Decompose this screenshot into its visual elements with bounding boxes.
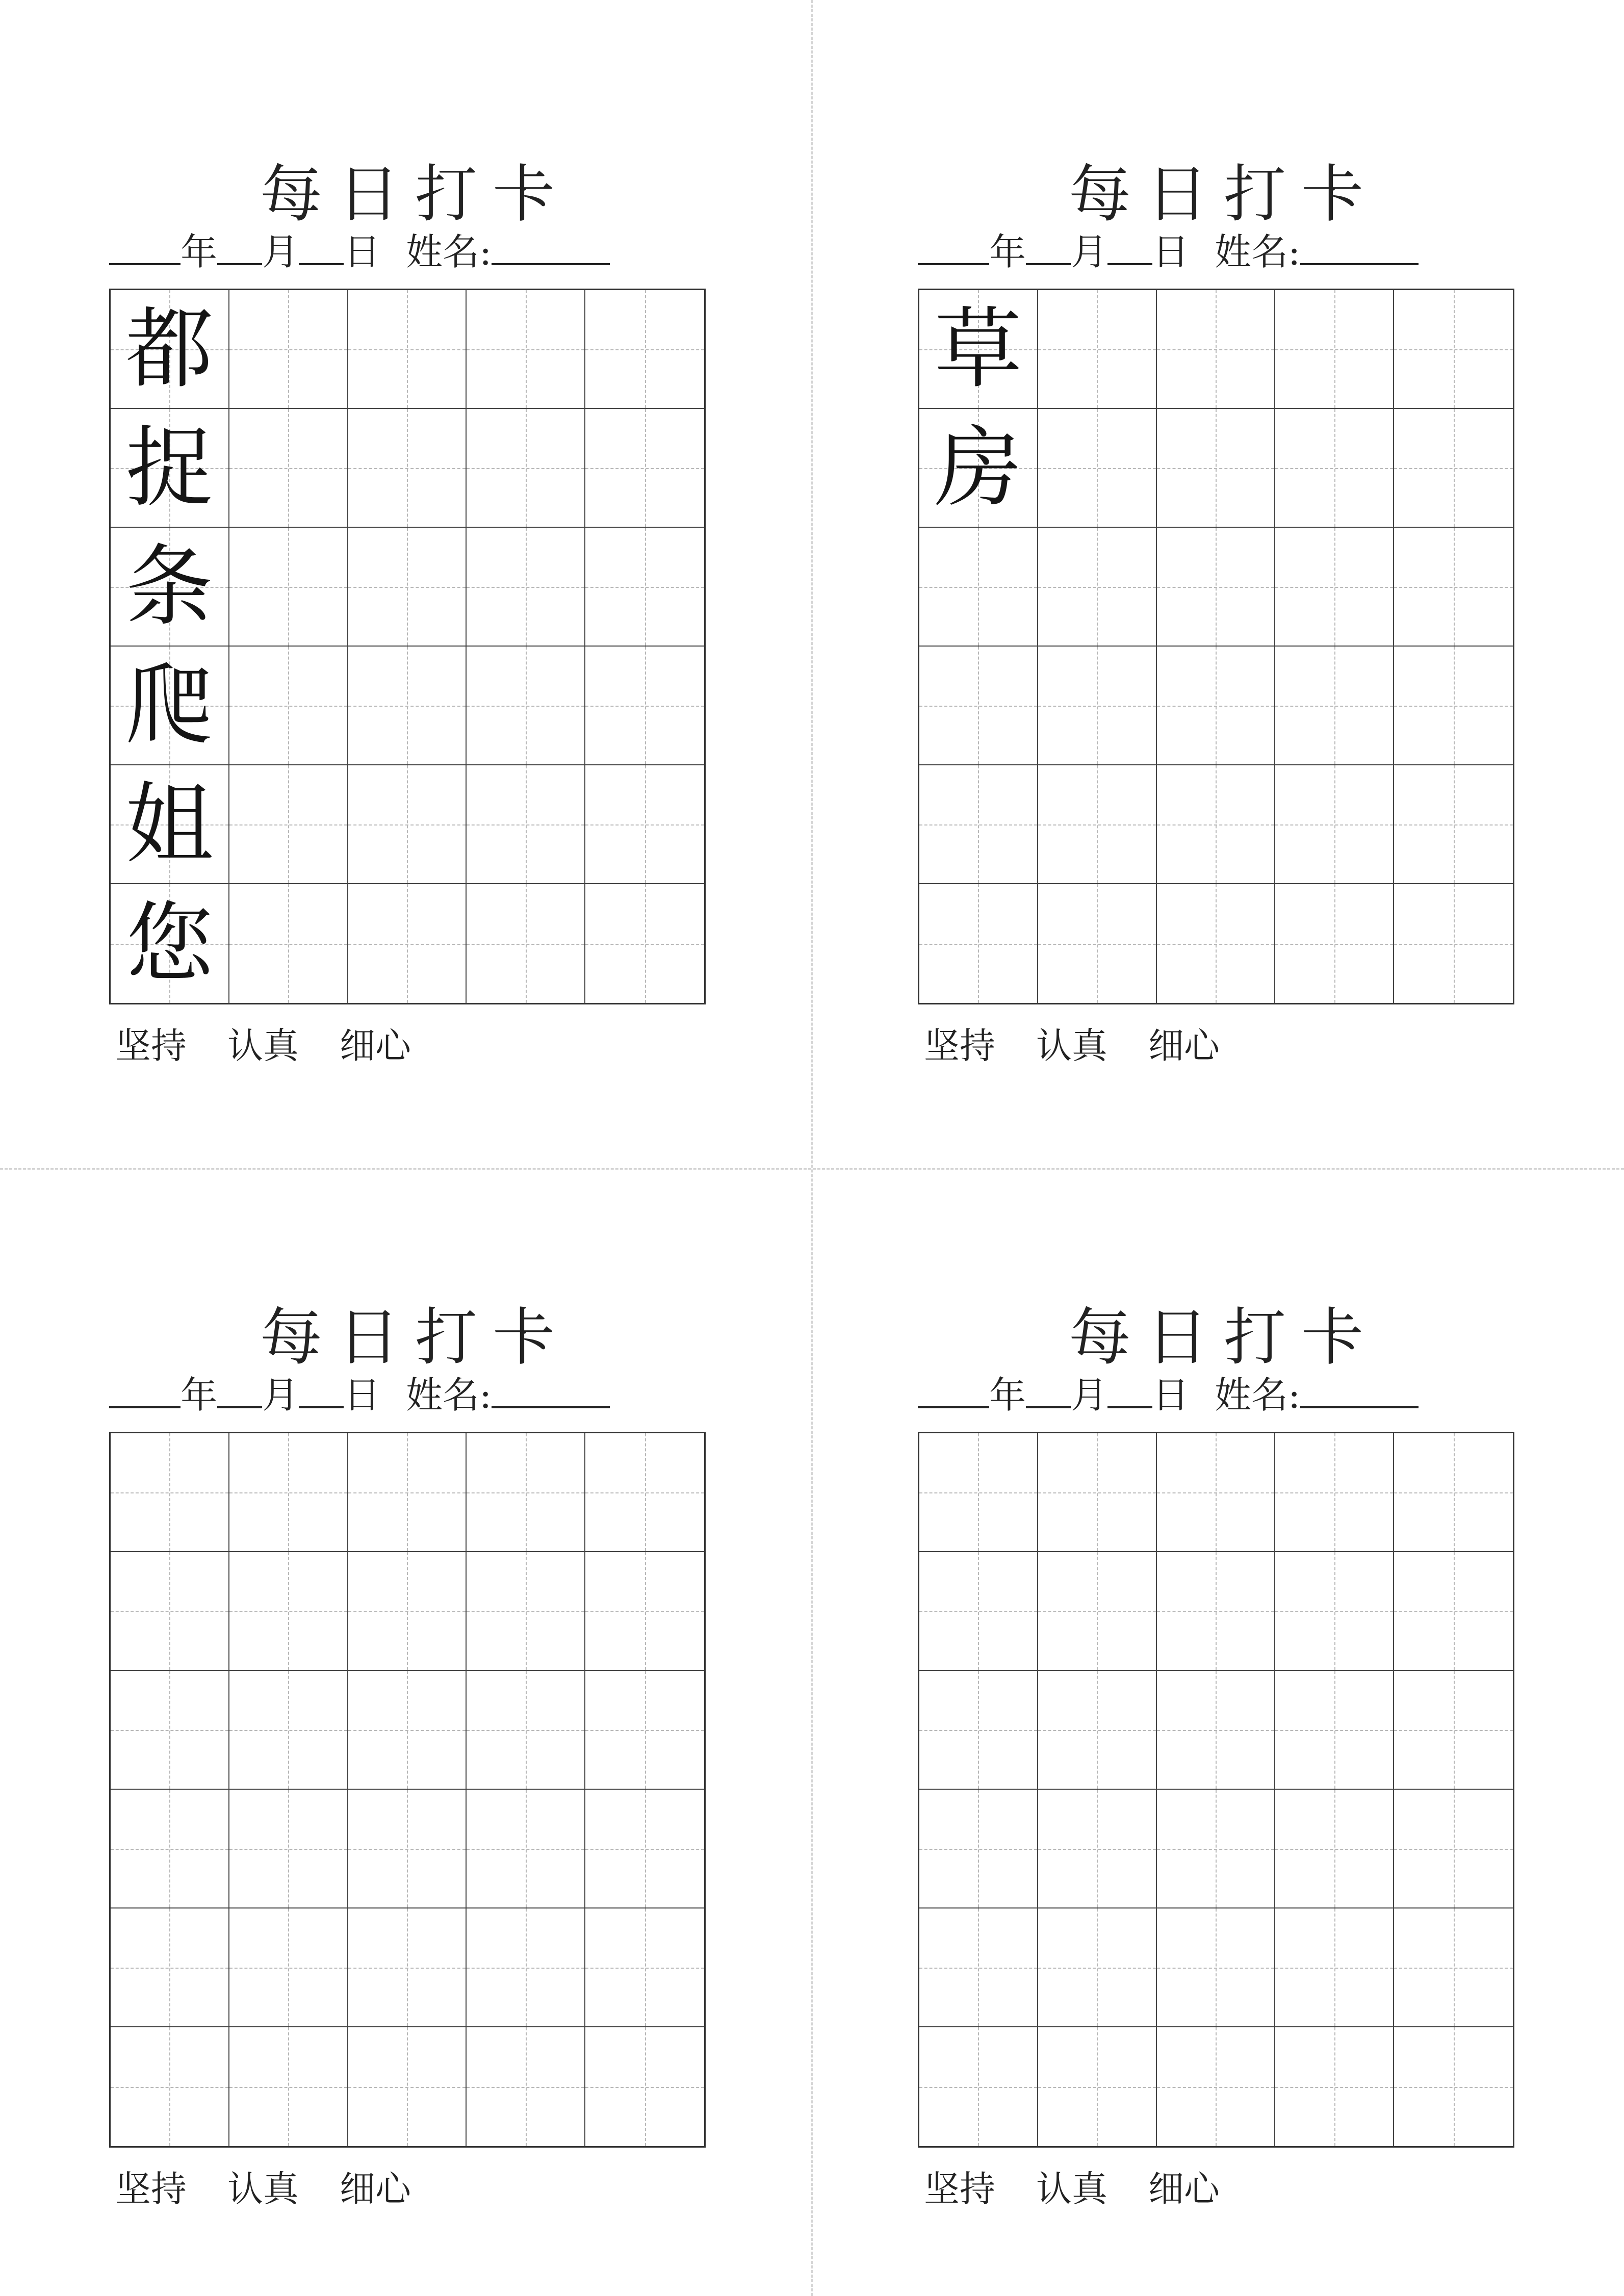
card-title: 每日打卡 — [260, 1301, 570, 1374]
grid-cell[interactable] — [1394, 1908, 1513, 2027]
grid-cell[interactable] — [1157, 1552, 1276, 1671]
name-label: 姓名: — [1215, 230, 1301, 273]
grid-cell[interactable] — [919, 1552, 1038, 1671]
grid-cell[interactable] — [111, 1552, 229, 1671]
grid-cell[interactable] — [1275, 528, 1394, 647]
month-label: 月 — [262, 1374, 299, 1416]
grid-cell[interactable] — [1157, 1908, 1276, 2027]
grid-cell[interactable] — [1394, 409, 1513, 528]
grid-cell[interactable] — [1275, 765, 1394, 884]
grid-cell[interactable] — [585, 1433, 704, 1552]
cut-line-vertical — [811, 0, 813, 2296]
checkin-card — [918, 151, 1514, 1120]
grid-cell[interactable] — [229, 1671, 348, 1790]
grid-cell[interactable] — [919, 1908, 1038, 2027]
grid-cell[interactable] — [111, 647, 229, 765]
motto-word: 认真 — [1036, 2168, 1107, 2210]
grid-cell[interactable] — [467, 1552, 585, 1671]
motto-word: 认真 — [1036, 1025, 1107, 1067]
grid-cell[interactable] — [467, 528, 585, 647]
grid-cell[interactable] — [348, 1552, 467, 1671]
grid-cell[interactable] — [1394, 647, 1513, 765]
grid-cell[interactable] — [1394, 1552, 1513, 1671]
motto-word: 认真 — [227, 2168, 299, 2210]
grid-cell[interactable] — [1394, 2027, 1513, 2146]
grid-cell[interactable] — [467, 1433, 585, 1552]
day-blank[interactable] — [299, 223, 344, 265]
month-blank[interactable] — [1026, 1366, 1071, 1408]
grid-cell[interactable] — [919, 528, 1038, 647]
model-character: 房 — [934, 416, 1022, 519]
date-name-line — [109, 1366, 706, 1424]
writing-grid — [918, 289, 1514, 1004]
year-blank[interactable] — [918, 223, 989, 265]
grid-cell[interactable] — [585, 765, 704, 884]
name-blank[interactable] — [1300, 1366, 1419, 1408]
grid-cell[interactable] — [919, 409, 1038, 528]
grid-cell[interactable] — [111, 765, 229, 884]
date-name-line — [109, 223, 706, 280]
grid-cell[interactable] — [1275, 2027, 1394, 2146]
grid-cell[interactable] — [1038, 2027, 1157, 2146]
grid-cell[interactable] — [919, 1671, 1038, 1790]
grid-cell[interactable] — [585, 409, 704, 528]
grid-cell[interactable] — [348, 1908, 467, 2027]
grid-cell[interactable] — [229, 1433, 348, 1552]
grid-cell[interactable] — [229, 1790, 348, 1908]
grid-cell[interactable] — [585, 1671, 704, 1790]
writing-grid — [109, 289, 706, 1004]
motto-line — [924, 1023, 1260, 1069]
day-label: 日 — [1152, 1374, 1190, 1416]
grid-cell[interactable] — [1394, 1790, 1513, 1908]
motto-word: 坚持 — [924, 1025, 995, 1067]
name-label: 姓名: — [406, 230, 492, 273]
grid-cell[interactable] — [111, 1790, 229, 1908]
grid-cell[interactable] — [348, 290, 467, 409]
name-label: 姓名: — [406, 1374, 492, 1416]
year-blank[interactable] — [109, 1366, 181, 1408]
card-title: 每日打卡 — [1069, 158, 1379, 230]
grid-cell[interactable] — [585, 2027, 704, 2146]
grid-cell[interactable] — [348, 765, 467, 884]
motto-word: 细心 — [1148, 1025, 1220, 1067]
grid-cell[interactable] — [467, 409, 585, 528]
grid-cell[interactable] — [1157, 884, 1276, 1003]
grid-cell[interactable] — [1157, 290, 1276, 409]
grid-cell[interactable] — [919, 647, 1038, 765]
grid-cell[interactable] — [111, 290, 229, 409]
grid-cell[interactable] — [467, 1790, 585, 1908]
month-blank[interactable] — [1026, 223, 1071, 265]
motto-word: 认真 — [227, 1025, 299, 1067]
day-label: 日 — [344, 1374, 381, 1416]
year-label: 年 — [181, 230, 218, 273]
grid-cell[interactable] — [1275, 1433, 1394, 1552]
day-blank[interactable] — [299, 1366, 344, 1408]
grid-cell[interactable] — [348, 1433, 467, 1552]
grid-cell[interactable] — [1157, 1790, 1276, 1908]
motto-line — [115, 2166, 452, 2212]
grid-cell[interactable] — [348, 528, 467, 647]
day-label: 日 — [344, 230, 381, 273]
grid-cell[interactable] — [1038, 409, 1157, 528]
model-character: 爬 — [125, 654, 214, 757]
model-character: 捉 — [125, 416, 214, 519]
name-blank[interactable] — [492, 1366, 610, 1408]
grid-cell[interactable] — [919, 765, 1038, 884]
grid-cell[interactable] — [1038, 1908, 1157, 2027]
motto-line — [924, 2166, 1260, 2212]
grid-cell[interactable] — [1157, 765, 1276, 884]
grid-cell[interactable] — [229, 528, 348, 647]
grid-cell[interactable] — [919, 290, 1038, 409]
grid-cell[interactable] — [348, 1671, 467, 1790]
year-blank[interactable] — [918, 1366, 989, 1408]
grid-cell[interactable] — [229, 765, 348, 884]
date-name-line — [918, 1366, 1514, 1424]
grid-cell[interactable] — [467, 884, 585, 1003]
grid-cell[interactable] — [1275, 290, 1394, 409]
grid-cell[interactable] — [919, 884, 1038, 1003]
grid-cell[interactable] — [1275, 1671, 1394, 1790]
grid-cell[interactable] — [1394, 1671, 1513, 1790]
grid-cell[interactable] — [111, 528, 229, 647]
grid-cell[interactable] — [1038, 1552, 1157, 1671]
grid-cell[interactable] — [1038, 765, 1157, 884]
grid-cell[interactable] — [1157, 409, 1276, 528]
month-label: 月 — [262, 230, 299, 273]
motto-word: 坚持 — [115, 1025, 187, 1067]
grid-cell[interactable] — [1038, 884, 1157, 1003]
checkin-card — [918, 1294, 1514, 2263]
grid-cell[interactable] — [919, 1433, 1038, 1552]
motto-word: 细心 — [340, 2168, 411, 2210]
model-character: 您 — [125, 892, 214, 995]
grid-cell[interactable] — [348, 647, 467, 765]
name-blank[interactable] — [492, 223, 610, 265]
grid-cell[interactable] — [1394, 765, 1513, 884]
grid-cell[interactable] — [919, 2027, 1038, 2146]
grid-cell[interactable] — [348, 2027, 467, 2146]
checkin-card — [109, 1294, 706, 2263]
grid-cell[interactable] — [1038, 1671, 1157, 1790]
year-label: 年 — [989, 1374, 1026, 1416]
model-character: 条 — [125, 535, 214, 638]
grid-cell[interactable] — [467, 765, 585, 884]
name-blank[interactable] — [1300, 223, 1419, 265]
year-label: 年 — [181, 1374, 218, 1416]
year-label: 年 — [989, 230, 1026, 273]
month-blank[interactable] — [217, 1366, 262, 1408]
writing-grid — [918, 1432, 1514, 2148]
grid-cell[interactable] — [1394, 290, 1513, 409]
grid-cell[interactable] — [1038, 1433, 1157, 1552]
grid-cell[interactable] — [348, 409, 467, 528]
grid-cell[interactable] — [1275, 409, 1394, 528]
grid-cell[interactable] — [1157, 1671, 1276, 1790]
grid-cell[interactable] — [1275, 1790, 1394, 1908]
grid-cell[interactable] — [1394, 528, 1513, 647]
day-label: 日 — [1152, 230, 1190, 273]
grid-cell[interactable] — [1038, 528, 1157, 647]
grid-cell[interactable] — [1157, 2027, 1276, 2146]
grid-cell[interactable] — [467, 1671, 585, 1790]
model-character: 姐 — [125, 772, 214, 875]
grid-cell[interactable] — [585, 1908, 704, 2027]
month-label: 月 — [1071, 230, 1108, 273]
date-name-line — [918, 223, 1514, 280]
grid-cell[interactable] — [467, 1908, 585, 2027]
grid-cell[interactable] — [585, 528, 704, 647]
motto-word: 细心 — [1148, 2168, 1220, 2210]
grid-cell[interactable] — [229, 290, 348, 409]
writing-grid — [109, 1432, 706, 2148]
name-label: 姓名: — [1215, 1374, 1301, 1416]
grid-cell[interactable] — [111, 409, 229, 528]
motto-line — [115, 1023, 452, 1069]
grid-cell[interactable] — [229, 884, 348, 1003]
grid-cell[interactable] — [111, 1908, 229, 2027]
grid-cell[interactable] — [1038, 647, 1157, 765]
card-title: 每日打卡 — [1069, 1301, 1379, 1374]
grid-cell[interactable] — [229, 647, 348, 765]
day-blank[interactable] — [1107, 223, 1152, 265]
grid-cell[interactable] — [1394, 1433, 1513, 1552]
grid-cell[interactable] — [1275, 884, 1394, 1003]
grid-cell[interactable] — [348, 1790, 467, 1908]
grid-cell[interactable] — [111, 884, 229, 1003]
grid-cell[interactable] — [1038, 1790, 1157, 1908]
model-character: 草 — [934, 297, 1022, 400]
motto-word: 细心 — [340, 1025, 411, 1067]
grid-cell[interactable] — [229, 409, 348, 528]
grid-cell[interactable] — [229, 1908, 348, 2027]
month-label: 月 — [1071, 1374, 1108, 1416]
grid-cell[interactable] — [1157, 647, 1276, 765]
motto-word: 坚持 — [924, 2168, 995, 2210]
grid-cell[interactable] — [919, 1790, 1038, 1908]
grid-cell[interactable] — [585, 1552, 704, 1671]
grid-cell[interactable] — [1275, 647, 1394, 765]
motto-word: 坚持 — [115, 2168, 187, 2210]
grid-cell[interactable] — [111, 2027, 229, 2146]
grid-cell[interactable] — [585, 647, 704, 765]
grid-cell[interactable] — [1394, 884, 1513, 1003]
grid-cell[interactable] — [111, 1433, 229, 1552]
grid-cell[interactable] — [1157, 1433, 1276, 1552]
grid-cell[interactable] — [1038, 290, 1157, 409]
day-blank[interactable] — [1107, 1366, 1152, 1408]
grid-cell[interactable] — [1275, 1552, 1394, 1671]
year-blank[interactable] — [109, 223, 181, 265]
grid-cell[interactable] — [467, 647, 585, 765]
month-blank[interactable] — [217, 223, 262, 265]
checkin-card — [109, 151, 706, 1120]
grid-cell[interactable] — [585, 290, 704, 409]
grid-cell[interactable] — [348, 884, 467, 1003]
grid-cell[interactable] — [1275, 1908, 1394, 2027]
model-character: 都 — [125, 297, 214, 400]
grid-cell[interactable] — [229, 2027, 348, 2146]
cut-line-horizontal — [0, 1168, 1624, 1170]
card-title: 每日打卡 — [260, 158, 570, 230]
grid-cell[interactable] — [229, 1552, 348, 1671]
grid-cell[interactable] — [467, 290, 585, 409]
grid-cell[interactable] — [585, 884, 704, 1003]
grid-cell[interactable] — [111, 1671, 229, 1790]
grid-cell[interactable] — [467, 2027, 585, 2146]
grid-cell[interactable] — [1157, 528, 1276, 647]
grid-cell[interactable] — [585, 1790, 704, 1908]
